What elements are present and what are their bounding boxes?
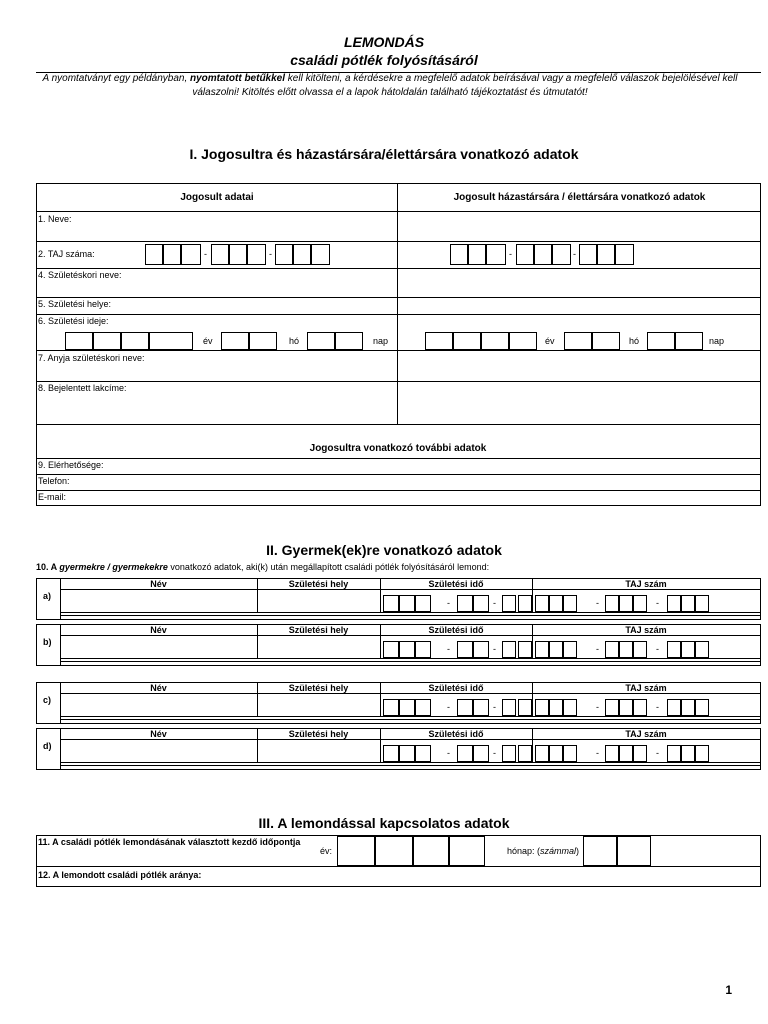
child-block (36, 624, 761, 666)
spouse-taj-digit-box[interactable] (450, 244, 468, 265)
child-taj-box[interactable] (535, 595, 549, 612)
child-date-box[interactable] (457, 641, 473, 658)
date-separator: - (447, 644, 450, 654)
month-label (507, 846, 579, 856)
child-taj-box[interactable] (681, 595, 695, 612)
label-birth-date: 6. Születési ideje: (38, 316, 109, 326)
col-taj-header: TAJ szám (625, 683, 667, 693)
taj-separator: - (596, 748, 599, 758)
taj-digit-box[interactable] (311, 244, 330, 265)
label-birth-name: 4. Születéskori neve: (38, 270, 122, 280)
spouse-taj-digit-box[interactable] (468, 244, 486, 265)
form-subtitle: családi pótlék folyósításáról (290, 52, 478, 68)
child-taj-box[interactable] (667, 641, 681, 658)
taj-separator: - (596, 702, 599, 712)
child-block (36, 682, 761, 724)
taj-digit-box[interactable] (293, 244, 311, 265)
month-label-c: ) (576, 846, 580, 856)
child-taj-box[interactable] (681, 641, 695, 658)
page-number: 1 (725, 983, 732, 997)
start-month-box[interactable] (583, 836, 617, 866)
section2-intro (36, 562, 489, 572)
row-line (60, 719, 760, 720)
taj-separator: - (596, 644, 599, 654)
instructions-emphasis: nyomtatott betűkkel (190, 73, 286, 84)
child-taj-box[interactable] (549, 745, 563, 762)
label-address: 8. Bejelentett lakcíme: (38, 383, 127, 393)
birth-year-box[interactable] (121, 332, 149, 350)
child-date-box[interactable] (383, 595, 399, 612)
label-month: hó (629, 336, 640, 346)
col-name-header: Név (150, 579, 167, 589)
birth-day-box[interactable] (335, 332, 363, 350)
child-date-box[interactable] (415, 699, 431, 716)
col-place-header: Születési hely (288, 729, 349, 739)
child-place-field[interactable] (258, 694, 379, 715)
child-date-box[interactable] (518, 595, 532, 612)
taj-separator: - (656, 748, 659, 758)
col-birthdate-header: Születési idő (428, 625, 484, 635)
col-spouse: Jogosult házastársára / élettársára vonatkozó adatok (453, 192, 706, 203)
row-line (60, 615, 760, 616)
date-separator: - (447, 748, 450, 758)
child-taj-box[interactable] (549, 595, 563, 612)
col-birthdate-header: Születési idő (428, 729, 484, 739)
spouse-birth-month-box[interactable] (564, 332, 592, 350)
child-date-box[interactable] (518, 745, 532, 762)
col-birthdate-header: Születési idő (428, 579, 484, 589)
spouse-birth-day-box[interactable] (675, 332, 703, 350)
child-taj-box[interactable] (605, 699, 619, 716)
child-taj-box[interactable] (667, 699, 681, 716)
row-line (37, 381, 760, 382)
child-taj-box[interactable] (605, 641, 619, 658)
taj-separator: - (656, 702, 659, 712)
child-date-box[interactable] (415, 595, 431, 612)
child-name-field[interactable] (61, 590, 256, 611)
child-letter: c) (43, 695, 52, 705)
label-taj: 2. TAJ száma: (38, 249, 95, 259)
child-place-field[interactable] (258, 636, 379, 657)
child-date-box[interactable] (473, 745, 489, 762)
spouse-birth-day-box[interactable] (647, 332, 675, 350)
col-taj-header: TAJ szám (625, 625, 667, 635)
child-date-box[interactable] (518, 699, 532, 716)
row-line (37, 297, 760, 298)
taj-separator: - (509, 249, 512, 259)
child-date-box[interactable] (457, 745, 473, 762)
child-date-box[interactable] (383, 745, 399, 762)
child-date-box[interactable] (399, 699, 415, 716)
label-year: év (203, 336, 213, 346)
date-separator: - (493, 702, 496, 712)
spouse-taj-digit-box[interactable] (486, 244, 506, 265)
child-taj-box[interactable] (563, 745, 577, 762)
spouse-taj-digit-box[interactable] (552, 244, 571, 265)
taj-digit-box[interactable] (163, 244, 181, 265)
label-phone: Telefon: (38, 476, 70, 486)
label-mother: 7. Anyja születéskori neve: (38, 353, 145, 363)
child-taj-box[interactable] (681, 745, 695, 762)
child-taj-box[interactable] (535, 641, 549, 658)
child-taj-box[interactable] (549, 699, 563, 716)
instructions-part2: kell kitölteni, a kérdésekre a megfelelő adatok beírásával vagy a megfelelő válaszok bejelölésével kell válaszolni! Kitöltés előtt olvassa el a lapok hátoldalán található tájékoztatást és útmutatót! (192, 73, 738, 98)
row-line (37, 474, 760, 475)
child-taj-box[interactable] (563, 699, 577, 716)
ratio-field[interactable] (197, 867, 757, 885)
child-taj-box[interactable] (633, 595, 647, 612)
spouse-taj-digit-box[interactable] (615, 244, 634, 265)
child-date-box[interactable] (415, 641, 431, 658)
child-date-box[interactable] (457, 595, 473, 612)
child-taj-box[interactable] (619, 699, 633, 716)
row-line (37, 314, 760, 315)
child-date-box[interactable] (502, 745, 516, 762)
spouse-birth-year-box[interactable] (509, 332, 537, 350)
row-line (37, 458, 760, 459)
start-year-box[interactable] (337, 836, 375, 866)
child-taj-box[interactable] (619, 595, 633, 612)
taj-separator: - (204, 249, 207, 259)
birth-month-box[interactable] (249, 332, 277, 350)
row-line (37, 350, 760, 351)
child-taj-box[interactable] (535, 745, 549, 762)
row-line (37, 241, 760, 242)
child-taj-box[interactable] (619, 641, 633, 658)
spouse-birth-year-box[interactable] (481, 332, 509, 350)
child-taj-box[interactable] (619, 745, 633, 762)
child-date-box[interactable] (399, 595, 415, 612)
start-month-box[interactable] (617, 836, 651, 866)
taj-separator: - (656, 644, 659, 654)
child-letter: a) (43, 591, 52, 601)
child-taj-box[interactable] (563, 641, 577, 658)
month-label-a: hónap: ( (507, 846, 541, 856)
spouse-taj-digit-box[interactable] (534, 244, 552, 265)
start-year-box[interactable] (375, 836, 413, 866)
label-month: hó (289, 336, 300, 346)
child-date-box[interactable] (473, 595, 489, 612)
birth-month-box[interactable] (221, 332, 249, 350)
instructions (40, 72, 740, 100)
child-letter: d) (43, 741, 52, 751)
birth-day-box[interactable] (307, 332, 335, 350)
intro-number: 10. A (36, 562, 60, 572)
child-taj-box[interactable] (633, 745, 647, 762)
child-place-field[interactable] (258, 740, 379, 761)
date-separator: - (493, 598, 496, 608)
section1-title: I. Jogosultra és házastársára/élettársára vonatkozó adatok (189, 146, 579, 162)
child-taj-box[interactable] (695, 699, 709, 716)
instructions-part1: A nyomtatványt egy példányban, (42, 73, 190, 84)
child-date-box[interactable] (399, 745, 415, 762)
row-line (60, 762, 760, 763)
row-line (60, 612, 760, 613)
spouse-taj-digit-box[interactable] (579, 244, 597, 265)
col-place-header: Születési hely (288, 579, 349, 589)
spouse-birth-year-box[interactable] (453, 332, 481, 350)
child-taj-box[interactable] (667, 595, 681, 612)
label-year: év (545, 336, 555, 346)
label-birth-place: 5. Születési helye: (38, 299, 112, 309)
col-birthdate-header: Születési idő (428, 683, 484, 693)
child-taj-box[interactable] (695, 745, 709, 762)
col-taj-header: TAJ szám (625, 729, 667, 739)
child-name-field[interactable] (61, 694, 256, 715)
label-name: 1. Neve: (38, 214, 72, 224)
child-date-box[interactable] (502, 641, 516, 658)
child-date-box[interactable] (473, 641, 489, 658)
col-place-header: Születési hely (288, 683, 349, 693)
spouse-taj-digit-box[interactable] (516, 244, 534, 265)
child-place-field[interactable] (258, 590, 379, 611)
row-line (60, 765, 760, 766)
birth-year-box[interactable] (149, 332, 193, 350)
taj-digit-box[interactable] (229, 244, 247, 265)
month-label-b: számmal (540, 846, 577, 856)
birth-year-box[interactable] (65, 332, 93, 350)
start-year-box[interactable] (413, 836, 449, 866)
taj-separator: - (596, 598, 599, 608)
date-separator: - (447, 702, 450, 712)
row-line (60, 658, 760, 659)
spouse-name-field[interactable] (398, 211, 760, 241)
child-date-box[interactable] (473, 699, 489, 716)
row-line (60, 661, 760, 662)
taj-digit-box[interactable] (247, 244, 266, 265)
date-separator: - (447, 598, 450, 608)
section1-table (36, 183, 761, 506)
child-taj-box[interactable] (633, 641, 647, 658)
taj-digit-box[interactable] (275, 244, 293, 265)
child-taj-box[interactable] (667, 745, 681, 762)
child-taj-box[interactable] (695, 641, 709, 658)
child-letter: b) (43, 637, 52, 647)
start-date-label: 11. A családi pótlék lemondásának választott kezdő időpontja (38, 837, 301, 847)
label-day: nap (709, 336, 725, 346)
label-day: nap (373, 336, 389, 346)
child-block (36, 728, 761, 770)
child-taj-box[interactable] (535, 699, 549, 716)
child-taj-box[interactable] (681, 699, 695, 716)
date-separator: - (493, 644, 496, 654)
row-line (37, 490, 760, 491)
child-taj-box[interactable] (695, 595, 709, 612)
col-place-header: Születési hely (288, 625, 349, 635)
taj-separator: - (269, 249, 272, 259)
col-name-header: Név (150, 729, 167, 739)
child-taj-box[interactable] (605, 745, 619, 762)
child-date-box[interactable] (383, 699, 399, 716)
col-name-header: Név (150, 625, 167, 635)
child-taj-box[interactable] (633, 699, 647, 716)
child-date-box[interactable] (502, 595, 516, 612)
form-title: LEMONDÁS (343, 34, 425, 50)
spouse-taj-digit-box[interactable] (597, 244, 615, 265)
child-date-box[interactable] (415, 745, 431, 762)
birth-year-box[interactable] (93, 332, 121, 350)
child-taj-box[interactable] (549, 641, 563, 658)
start-year-box[interactable] (449, 836, 485, 866)
child-date-box[interactable] (457, 699, 473, 716)
label-email: E-mail: (38, 492, 67, 502)
spouse-birth-year-box[interactable] (425, 332, 453, 350)
col-taj-header: TAJ szám (625, 579, 667, 589)
taj-digit-box[interactable] (181, 244, 201, 265)
taj-separator: - (656, 598, 659, 608)
year-label: év: (320, 846, 333, 856)
section3-table (36, 835, 761, 887)
child-date-box[interactable] (399, 641, 415, 658)
child-taj-box[interactable] (605, 595, 619, 612)
col-applicant: Jogosult adatai (180, 192, 254, 203)
child-block (36, 578, 761, 620)
intro-emphasis: gyermekre / gyermekekre (59, 562, 168, 572)
spouse-birth-month-box[interactable] (592, 332, 620, 350)
section2-title: II. Gyermek(ek)re vonatkozó adatok (266, 542, 502, 558)
taj-digit-box[interactable] (145, 244, 163, 265)
date-separator: - (493, 748, 496, 758)
row-line (37, 424, 760, 425)
child-taj-box[interactable] (563, 595, 577, 612)
row-line (60, 716, 760, 717)
child-date-box[interactable] (383, 641, 399, 658)
col-name-header: Név (150, 683, 167, 693)
label-contact: 9. Elérhetősége: (38, 460, 104, 470)
taj-separator: - (573, 249, 576, 259)
intro-rest: vonatkozó adatok, aki(k) után megállapított családi pótlék folyósításáról lemond: (167, 562, 490, 572)
taj-digit-box[interactable] (211, 244, 229, 265)
child-date-box[interactable] (502, 699, 516, 716)
name-field[interactable] (37, 211, 397, 241)
section3-title: III. A lemondással kapcsolatos adatok (258, 815, 510, 831)
child-date-box[interactable] (518, 641, 532, 658)
ratio-label: 12. A lemondott családi pótlék aránya: (38, 870, 202, 880)
child-name-field[interactable] (61, 636, 256, 657)
row-line (37, 268, 760, 269)
further-data-heading: Jogosultra vonatkozó további adatok (309, 443, 487, 454)
child-name-field[interactable] (61, 740, 256, 761)
